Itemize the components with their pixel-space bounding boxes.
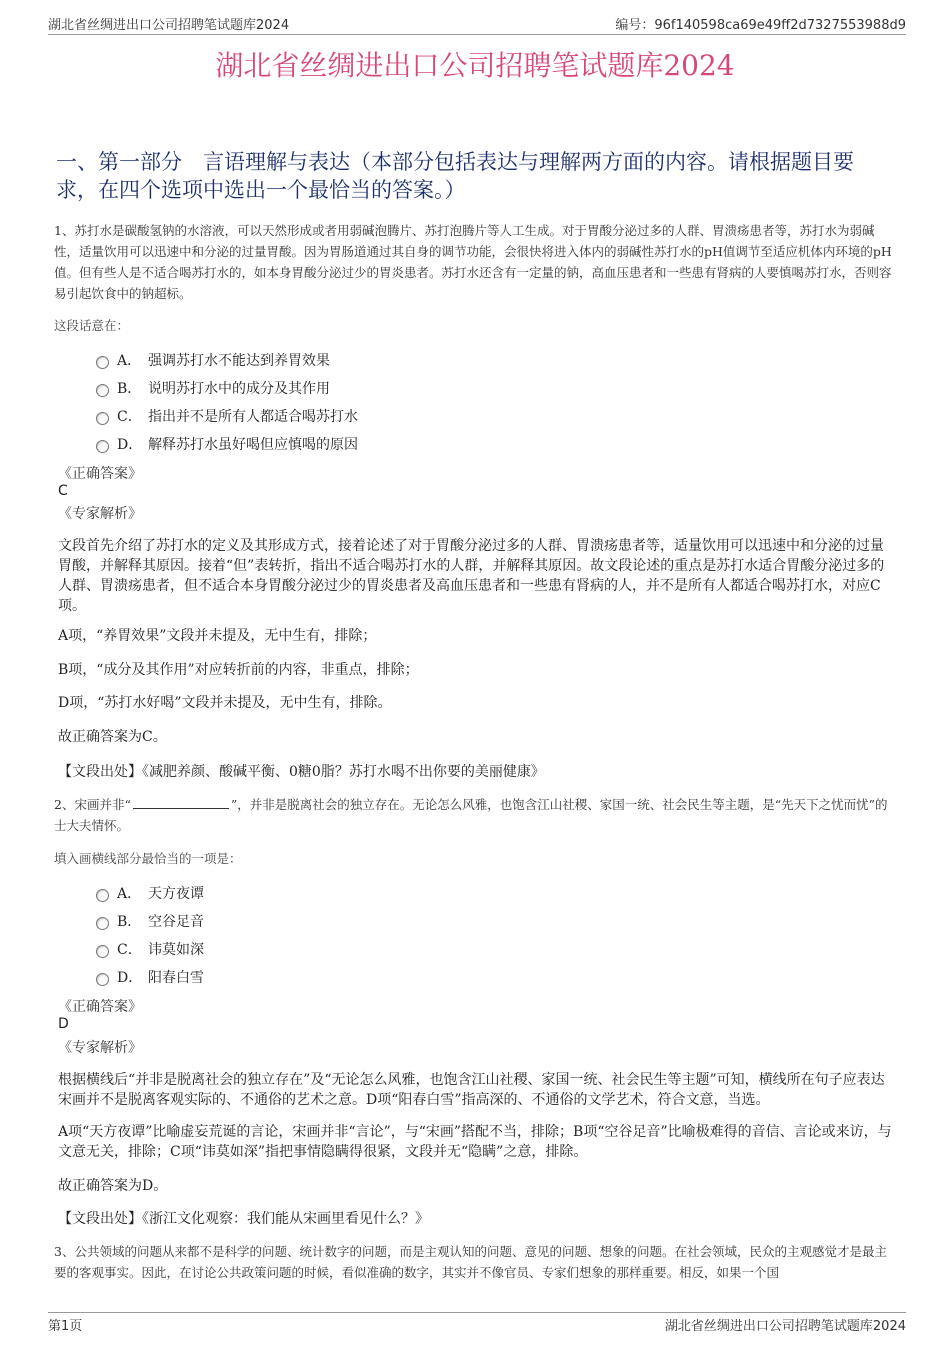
radio-button[interactable] (96, 384, 109, 397)
section-heading: 一、第一部分 言语理解与表达（本部分包括表达与理解两方面的内容。请根据题目要求，在四个选项中选出一个最恰当的答案。） (56, 150, 854, 202)
footer-doc-title: 湖北省丝绸进出口公司招聘笔试题库2024 (664, 1319, 906, 1334)
q1-text: 1、苏打水是碳酸氢钠的水溶液，可以天然形成或者用弱碱泡腾片、苏打泡腾片等人工生成。对于胃酸分泌过多的人群、胃溃疡患者等，苏打水为弱碱性，适量饮用可以迅速中和分泌的过量胃酸。因为胃肠道通过其自身的调节功能，会很快将进入体内的弱碱性苏打水的pH值调节至适应机体内环境的pH值。但有些人是不适合喝苏打水的，如本身胃酸分泌过少的胃炎患者。苏打水还含有一定量的钠，高血压患者和一些患有肾病的人要慎喝苏打水，否则容易引起饮食中的钠超标。 (54, 223, 892, 301)
header-doc-title: 湖北省丝绸进出口公司招聘笔试题库2024 (48, 18, 290, 33)
radio-button[interactable] (96, 440, 109, 453)
radio-button[interactable] (96, 945, 109, 958)
page-footer (48, 1312, 906, 1333)
q1-analysis-d: D项，“苏打水好喝”文段并未提及，无中生有，排除。 (58, 695, 392, 711)
q1-analysis-b: B项，“成分及其作用”对应转折前的内容，非重点，排除； (58, 662, 419, 678)
q1-prompt: 这段话意在： (54, 318, 130, 333)
answer-blank (133, 798, 229, 809)
q2-correct-answer-label: 《正确答案》 (58, 999, 142, 1015)
q2-text: 2、宋画并非“ ”，并非是脱离社会的独立存在。无论怎么风雅，也饱含江山社稷、家国一统、社会民生等主题，是“先天下之忧而忧”的士大夫情怀。 (54, 797, 888, 833)
q1-source: 【文段出处】《减肥养颜、酸碱平衡、0糖0脂？苏打水喝不出你要的美丽健康》 (58, 764, 545, 780)
q1-answer: C (58, 483, 68, 499)
q2-answer: D (58, 1016, 69, 1032)
q1-expert-analysis-label: 《专家解析》 (58, 506, 142, 522)
page-number: 第1页 (48, 1319, 83, 1334)
header-doc-id: 编号：96f140598ca69e49ff2d7327553988d9 (615, 18, 906, 33)
q2-conclusion: 故正确答案为D。 (58, 1178, 168, 1194)
radio-button[interactable] (96, 412, 109, 425)
q3-text: 3、公共领域的问题从来都不是科学的问题、统计数字的问题，而是主观认知的问题、意见的问题、想象的问题。在社会领域，民众的主观感觉才是最主要的客观事实。因此，在讨论公共政策问题的时候，看似准确的数字，其实并不像官员、专家们想象的那样重要。相反，如果一个国 (54, 1244, 887, 1280)
q1-analysis-a: A项，“养胃效果”文段并未提及，无中生有，排除； (58, 628, 377, 644)
q2-prompt: 填入画横线部分最恰当的一项是： (54, 851, 242, 866)
radio-button[interactable] (96, 889, 109, 902)
radio-button[interactable] (96, 973, 109, 986)
radio-button[interactable] (96, 356, 109, 369)
page-title: 湖北省丝绸进出口公司招聘笔试题库2024 (215, 49, 735, 82)
q2-expert-analysis-label: 《专家解析》 (58, 1040, 142, 1056)
q1-analysis: 文段首先介绍了苏打水的定义及其形成方式，接着论述了对于胃酸分泌过多的人群、胃溃疡患者等，适量饮用可以迅速中和分泌的过量胃酸，并解释其原因。接着“但”表转折，指出不适合喝苏打水的人群，并解释其原因。故文段论述的重点是苏打水适合胃酸分泌过多的人群、胃溃疡患者，但不适合本身胃酸分泌过少的胃炎患者及高血压患者和一些患有肾病的人，并不是所有人都适合喝苏打水，对应C项。 (58, 538, 885, 614)
q2-source: 【文段出处】《浙江文化观察：我们能从宋画里看见什么？》 (58, 1211, 429, 1227)
q1-correct-answer-label: 《正确答案》 (58, 466, 142, 482)
page-header (48, 14, 906, 35)
q2-analysis: 根据横线后“并非是脱离社会的独立存在”及“无论怎么风雅，也饱含江山社稷、家国一统、社会民生等主题”可知，横线所在句子应表达宋画并不是脱离客观实际的、不通俗的艺术之意。D项“阳春白雪”指高深的、不通俗的文学艺术，符合文意，当选。 (58, 1072, 885, 1108)
q2-options-analysis: A项“天方夜谭”比喻虚妄荒诞的言论，宋画并非“言论”，与“宋画”搭配不当，排除；B项“空谷足音”比喻极难得的音信、言论或来访，与文意无关，排除；C项“讳莫如深”指把事情隐瞒得很紧，文段并无“隐瞒”之意，排除。 (58, 1124, 892, 1160)
radio-button[interactable] (96, 917, 109, 930)
q1-conclusion: 故正确答案为C。 (58, 729, 167, 745)
